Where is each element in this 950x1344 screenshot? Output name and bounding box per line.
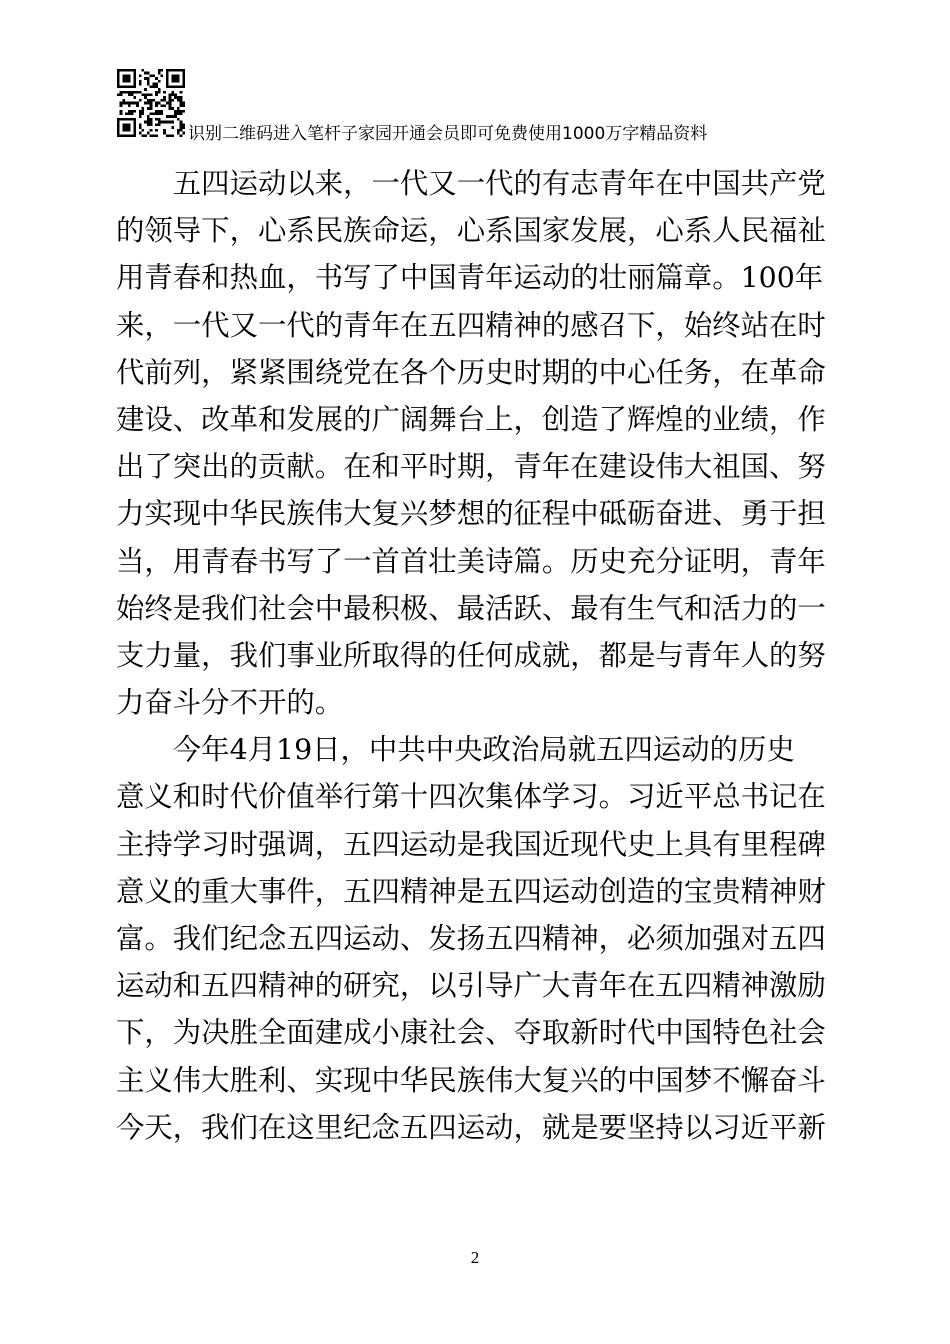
qr-code-icon	[117, 69, 185, 137]
body-line: 今天，我们在这里纪念五四运动，就是要坚持以习近平新	[116, 1110, 826, 1144]
body-line: 主持学习时强调，五四运动是我国近现代史上具有里程碑	[116, 827, 826, 861]
body-line: 当，用青春书写了一首首壮美诗篇。历史充分证明，青年	[116, 544, 826, 578]
body-line: 运动和五四精神的研究，以引导广大青年在五四精神激励	[116, 969, 826, 1003]
body-line: 始终是我们社会中最积极、最活跃、最有生气和活力的一	[116, 591, 826, 625]
page-number: 2	[470, 1248, 480, 1267]
body-line: 支力量，我们事业所取得的任何成就，都是与青年人的努	[116, 638, 826, 672]
body-line: 下，为决胜全面建成小康社会、夺取新时代中国特色社会	[116, 1016, 826, 1050]
header-note: 识别二维码进入笔杆子家园开通会员即可免费使用1000万字精品资料	[188, 124, 708, 144]
body-line: 意义和时代价值举行第十四次集体学习。习近平总书记在	[116, 780, 826, 814]
body-line: 五四运动以来，一代又一代的有志青年在中国共产党	[116, 167, 826, 200]
body-line: 意义的重大事件，五四精神是五四运动创造的宝贵精神财	[116, 874, 826, 908]
document-body	[116, 160, 838, 1151]
body-line: 用青春和热血，书写了中国青年运动的壮丽篇章。100年	[116, 261, 824, 295]
body-line: 出了突出的贡献。在和平时期，青年在建设伟大祖国、努	[116, 450, 826, 484]
body-line: 富。我们纪念五四运动、发扬五四精神，必须加强对五四	[116, 922, 826, 955]
body-line: 的领导下，心系民族命运，心系国家发展，心系人民福祉	[116, 214, 826, 248]
body-line: 力实现中华民族伟大复兴梦想的征程中砥砺奋进、勇于担	[116, 497, 826, 531]
body-line: 主义伟大胜利、实现中华民族伟大复兴的中国梦不懈奋斗	[116, 1063, 826, 1097]
body-line: 建设、改革和发展的广阔舞台上，创造了辉煌的业绩，作	[116, 402, 826, 436]
body-line: 代前列，紧紧围绕党在各个历史时期的中心任务，在革命	[116, 355, 826, 389]
body-line: 今年4月19日，中共中央政治局就五四运动的历史	[116, 733, 795, 767]
body-line: 来，一代又一代的青年在五四精神的感召下，始终站在时	[116, 308, 826, 342]
body-line: 力奋斗分不开的。	[116, 686, 344, 720]
